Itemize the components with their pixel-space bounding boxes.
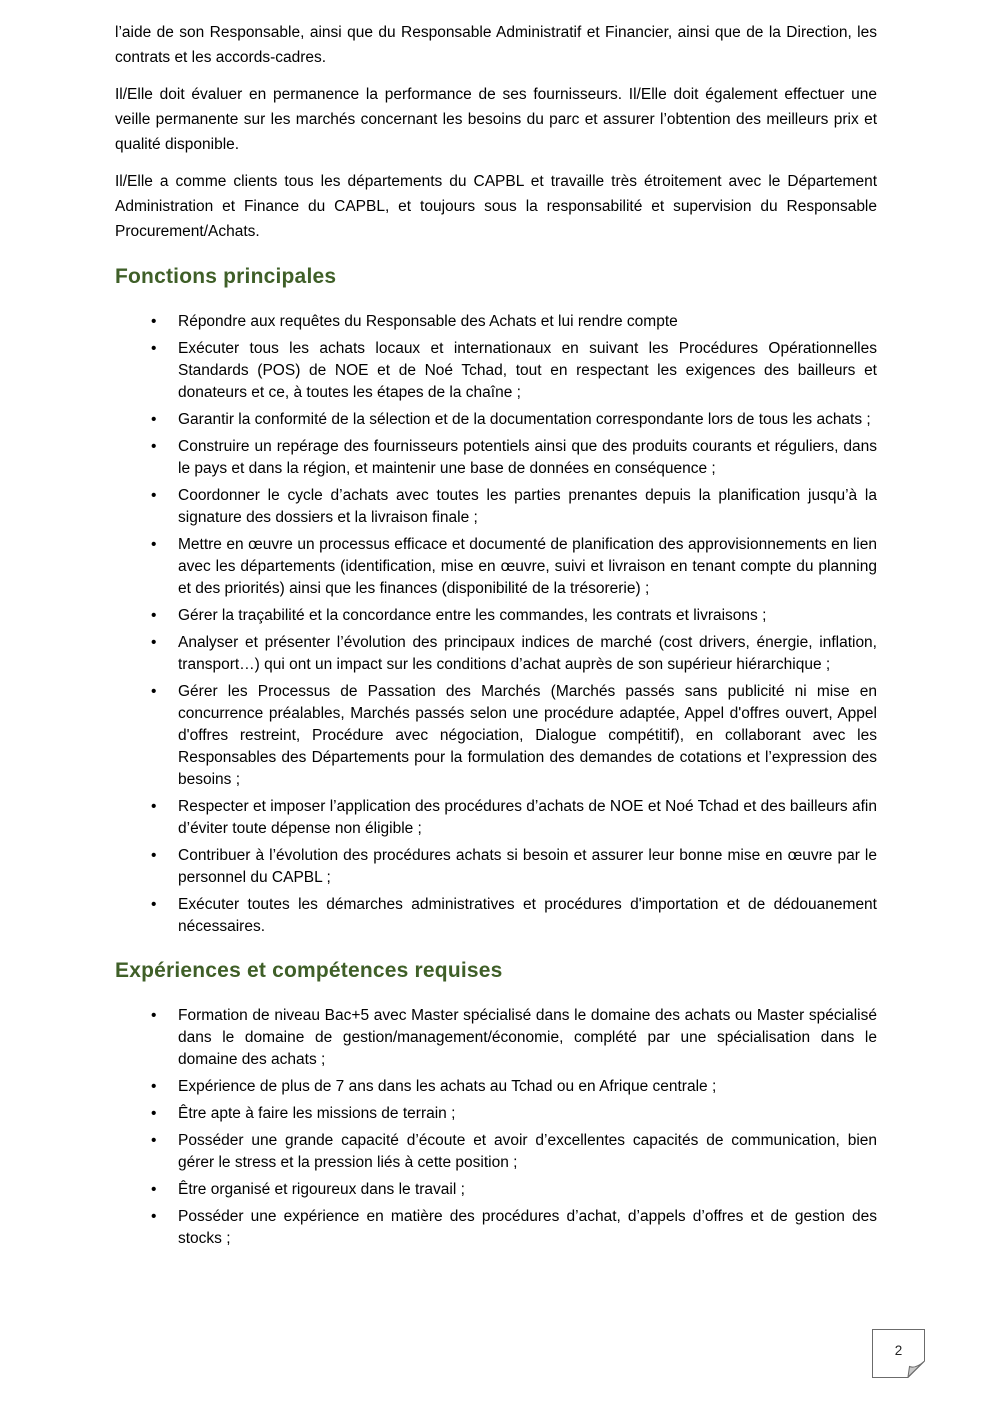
section-heading-experiences: Expériences et compétences requises <box>115 959 503 982</box>
bullet-item: • Analyser et présenter l’évolution des principaux indices de marché (cost drivers, énergie, inflation, transport…) qui ont un impact sur les conditions d’achat auprès de son supérieur hiérarchique ; <box>151 632 877 676</box>
bullet-list-experiences <box>115 1005 877 1250</box>
page-number: 2 <box>894 1342 903 1358</box>
bullet-item: • Coordonner le cycle d’achats avec toutes les parties prenantes depuis la planification jusqu’à la signature des dossiers et la livraison finale ; <box>151 485 877 529</box>
bullet-item: • Contribuer à l’évolution des procédures achats si besoin et assurer leur bonne mise en œuvre par le personnel du CAPBL ; <box>151 845 877 889</box>
paragraph: l’aide de son Responsable, ainsi que du Responsable Administratif et Financier, ainsi que de la Direction, les contrats et les accords-cadres. <box>115 24 877 66</box>
bullet-item: • Gérer la traçabilité et la concordance entre les commandes, les contrats et livraisons ; <box>151 605 877 627</box>
page-number-box <box>872 1329 925 1378</box>
bullet-item: • Exécuter toutes les démarches administratives et procédures d'importation et de dédouanement nécessaires. <box>151 894 877 938</box>
intro-paragraphs <box>115 20 877 244</box>
bullet-item: • Être apte à faire les missions de terrain ; <box>151 1103 877 1125</box>
section-experiences-competences <box>115 958 877 1250</box>
bullet-item: • Respecter et imposer l’application des procédures d’achats de NOE et Noé Tchad et des bailleurs afin d’éviter toute dépense non éligible ; <box>151 796 877 840</box>
bullet-item: • Expérience de plus de 7 ans dans les achats au Tchad ou en Afrique centrale ; <box>151 1076 877 1098</box>
bullet-list-fonctions <box>115 311 877 938</box>
paragraph: Il/Elle a comme clients tous les départements du CAPBL et travaille très étroitement avec le Département Administration et Finance du CAPBL, et toujours sous la responsabilité et supervision du Responsable Procurement/Achats. <box>115 173 877 240</box>
bullet-item: • Mettre en œuvre un processus efficace et documenté de planification des approvisionnements en lien avec les départements (identification, mise en œuvre, suivi et livraison en tenant compte du planning et des priorités) ainsi que les finances (disponibilité de la trésorerie) ; <box>151 534 877 600</box>
document-content <box>115 20 877 1255</box>
section-heading-fonctions: Fonctions principales <box>115 265 337 288</box>
bullet-item: • Être organisé et rigoureux dans le travail ; <box>151 1179 877 1201</box>
bullet-item: • Garantir la conformité de la sélection et de la documentation correspondante lors de tous les achats ; <box>151 409 877 431</box>
bullet-item: • Formation de niveau Bac+5 avec Master spécialisé dans le domaine des achats ou Master spécialisé dans le domaine de gestion/management/économie, complété par une spécialisation dans le domaine des achats ; <box>151 1005 877 1071</box>
bullet-item: • Exécuter tous les achats locaux et internationaux en suivant les Procédures Opérationnelles Standards (POS) de NOE et de Noé Tchad, tout en respectant les exigences des bailleurs et donateurs et ce, à toutes les étapes de la chaîne ; <box>151 338 877 404</box>
section-fonctions-principales <box>115 264 877 938</box>
paragraph: Il/Elle doit évaluer en permanence la performance de ses fournisseurs. Il/Elle doit également effectuer une veille permanente sur les marchés concernant les besoins du parc et assurer l’obtention des meilleurs prix et qualité disponible. <box>115 86 877 153</box>
bullet-item: • Construire un repérage des fournisseurs potentiels ainsi que des produits courants et réguliers, dans le pays et dans la région, et maintenir une base de données en conséquence ; <box>151 436 877 480</box>
bullet-item: • Gérer les Processus de Passation des Marchés (Marchés passés sans publicité ni mise en concurrence préalables, Marchés passés selon une procédure adaptée, Appel d'offres ouvert, Appel d'offres restreint, Procédure avec négociation, Dialogue compétitif), en collaborant avec les Responsables des Départements pour la formulation des demandes de cotations et l’expression des besoins ; <box>151 681 877 791</box>
bullet-item: • Posséder une grande capacité d’écoute et avoir d’excellentes capacités de communication, bien gérer le stress et la pression liés à cette position ; <box>151 1130 877 1174</box>
bullet-item: • Posséder une expérience en matière des procédures d’achat, d’appels d’offres et de gestion des stocks ; <box>151 1206 877 1250</box>
bullet-item: • Répondre aux requêtes du Responsable des Achats et lui rendre compte <box>151 311 877 333</box>
